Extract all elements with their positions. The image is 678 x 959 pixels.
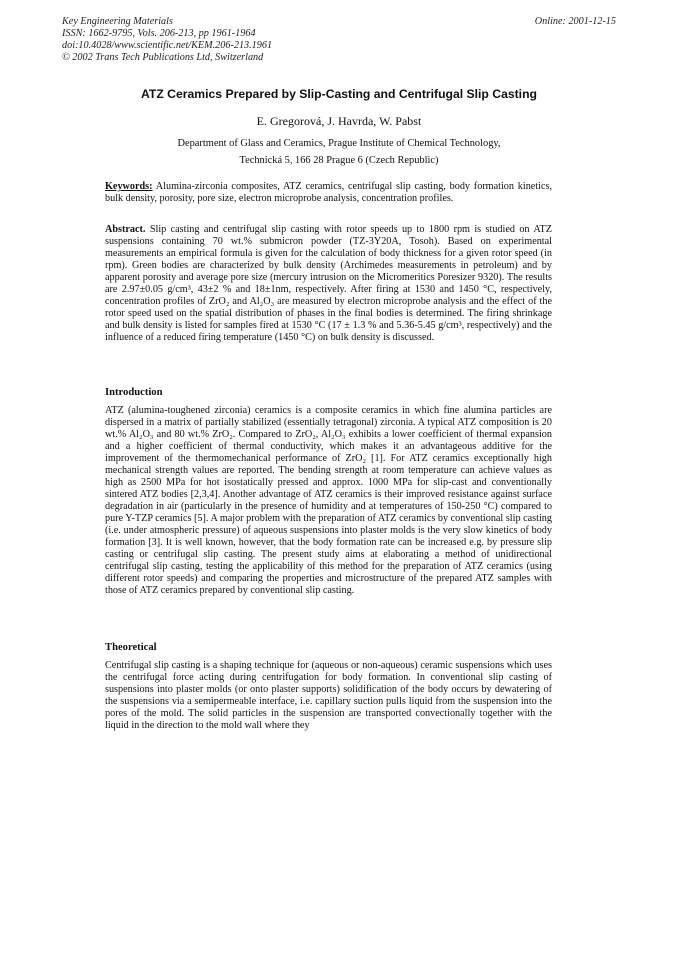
section-heading-introduction: Introduction — [105, 387, 163, 398]
abstract-text: Slip casting and centrifugal slip casting with rotor speeds up to 1800 rpm is studied on ATZ suspensions containing 70 wt.% submicron powder (TZ-3Y20A, Tosoh). Based on experimental measurements an empirical formula is given for the calculation of body thickness for a given rotor speed (in rpm). Green bodies are characterized by bulk density (Archimedes measurements in petroleum) and by apparent porosity and average pore size (mercury intrusion on the Micromeritics Poresizer 9320). The results are 2.97±0.05 g/cm³, 43±2 % and 18±1nm, respectively. After firing at 1530 and 1450 °C, respectively, concentration profiles of ZrO₂ and Al₂O₃ are measured by electron microprobe analysis and the effect of the rotor speed used on the spatial distribution of phases in the final bodies is determined. The firing shrinkage and bulk density is listed for samples fired at 1530 °C (17 ± 1.3 % and 5.36-5.45 g/cm³, respectively) and the influence of a reduced firing temperature (1450 °C) on bulk density is discussed. — [105, 224, 552, 343]
keywords-block — [105, 181, 552, 205]
issn-line: ISSN: 1662-9795, Vols. 206-213, pp 1961-1964 — [62, 28, 256, 39]
abstract-block — [105, 224, 552, 344]
affiliation-line-2: Technická 5, 166 28 Prague 6 (Czech Republic) — [239, 155, 439, 166]
affiliation-line-1: Department of Glass and Ceramics, Prague Institute of Chemical Technology, — [177, 138, 501, 149]
abstract-label: Abstract. — [105, 224, 146, 235]
paper-authors: E. Gregorová, J. Havrda, W. Pabst — [256, 114, 422, 128]
journal-name: Key Engineering Materials — [62, 16, 173, 27]
online-date: Online: 2001-12-15 — [534, 16, 616, 27]
section-heading-theoretical: Theoretical — [105, 642, 157, 653]
doi-line: doi:10.4028/www.scientific.net/KEM.206-213.1961 — [62, 40, 273, 51]
theoretical-text: Centrifugal slip casting is a shaping technique for (aqueous or non-aqueous) ceramic suspensions which uses the centrifugal force acting during centrifugation for body formation. In conventional slip casting of suspensions into plaster molds (or onto plaster supports) solidification of the body occurs by dewatering of the suspensions via a semipermeable interface, i.e. capillary suction pulls liquid from the suspension into the pores of the mold. The solid particles in the suspension are transported convectionally together with the liquid in the direction to the mold wall where they — [105, 660, 552, 731]
copyright-line: © 2002 Trans Tech Publications Ltd, Switzerland — [62, 52, 264, 63]
paper-title: ATZ Ceramics Prepared by Slip-Casting and Centrifugal Slip Casting — [141, 87, 537, 101]
affiliation — [0, 135, 678, 169]
introduction-text: ATZ (alumina-toughened zirconia) ceramics is a composite ceramics in which fine alumina particles are dispersed in a matrix of partially stabilized (essentially tetragonal) zirconia. A typical ATZ composition is 20 wt.% Al₂O₃ and 80 wt.% ZrO₂. Compared to ZrO₂, Al₂O₃ exhibits a lower coefficient of thermal expansion and a higher coefficient of thermal conductivity, which makes it an advantageous additive for the improvement of the thermomechanical performance of ZrO₂ [1]. For ATZ ceramics exceptionally high mechanical strength values are reported. The bending strength at room temperature can achieve values as high as 2500 MPa for hot isostatically pressed and approx. 1000 MPa for slip-cast and conventionally sintered ATZ bodies [2,3,4]. Another advantage of ATZ ceramics is their improved resistance against surface degradation in air (particularly in the presence of humidity and at temperatures of 150-250 °C) compared to pure Y-TZP ceramics [5]. A major problem with the preparation of ATZ ceramics by conventional slip casting (i.e. under atmospheric pressure) of aqueous suspensions into plaster molds is the very slow kinetics of body formation [3]. It is well known, however, that the body formation rate can be increased e.g. by pressure slip casting or centrifugal slip casting. The present study aims at elaborating a method of unidirectional centrifugal slip casting, testing the applicability of this method for the preparation of ATZ ceramics (using different rotor speeds) and comparing the properties and microstructure of the prepared ATZ samples with those of ATZ ceramics prepared by conventional slip casting. — [105, 405, 552, 596]
keywords-text: Alumina-zirconia composites, ATZ ceramics, centrifugal slip casting, body formation kinetics, bulk density, porosity, pore size, electron microprobe analysis, concentration profiles. — [105, 181, 552, 204]
keywords-label: Keywords: — [105, 181, 153, 192]
journal-header — [62, 16, 272, 64]
